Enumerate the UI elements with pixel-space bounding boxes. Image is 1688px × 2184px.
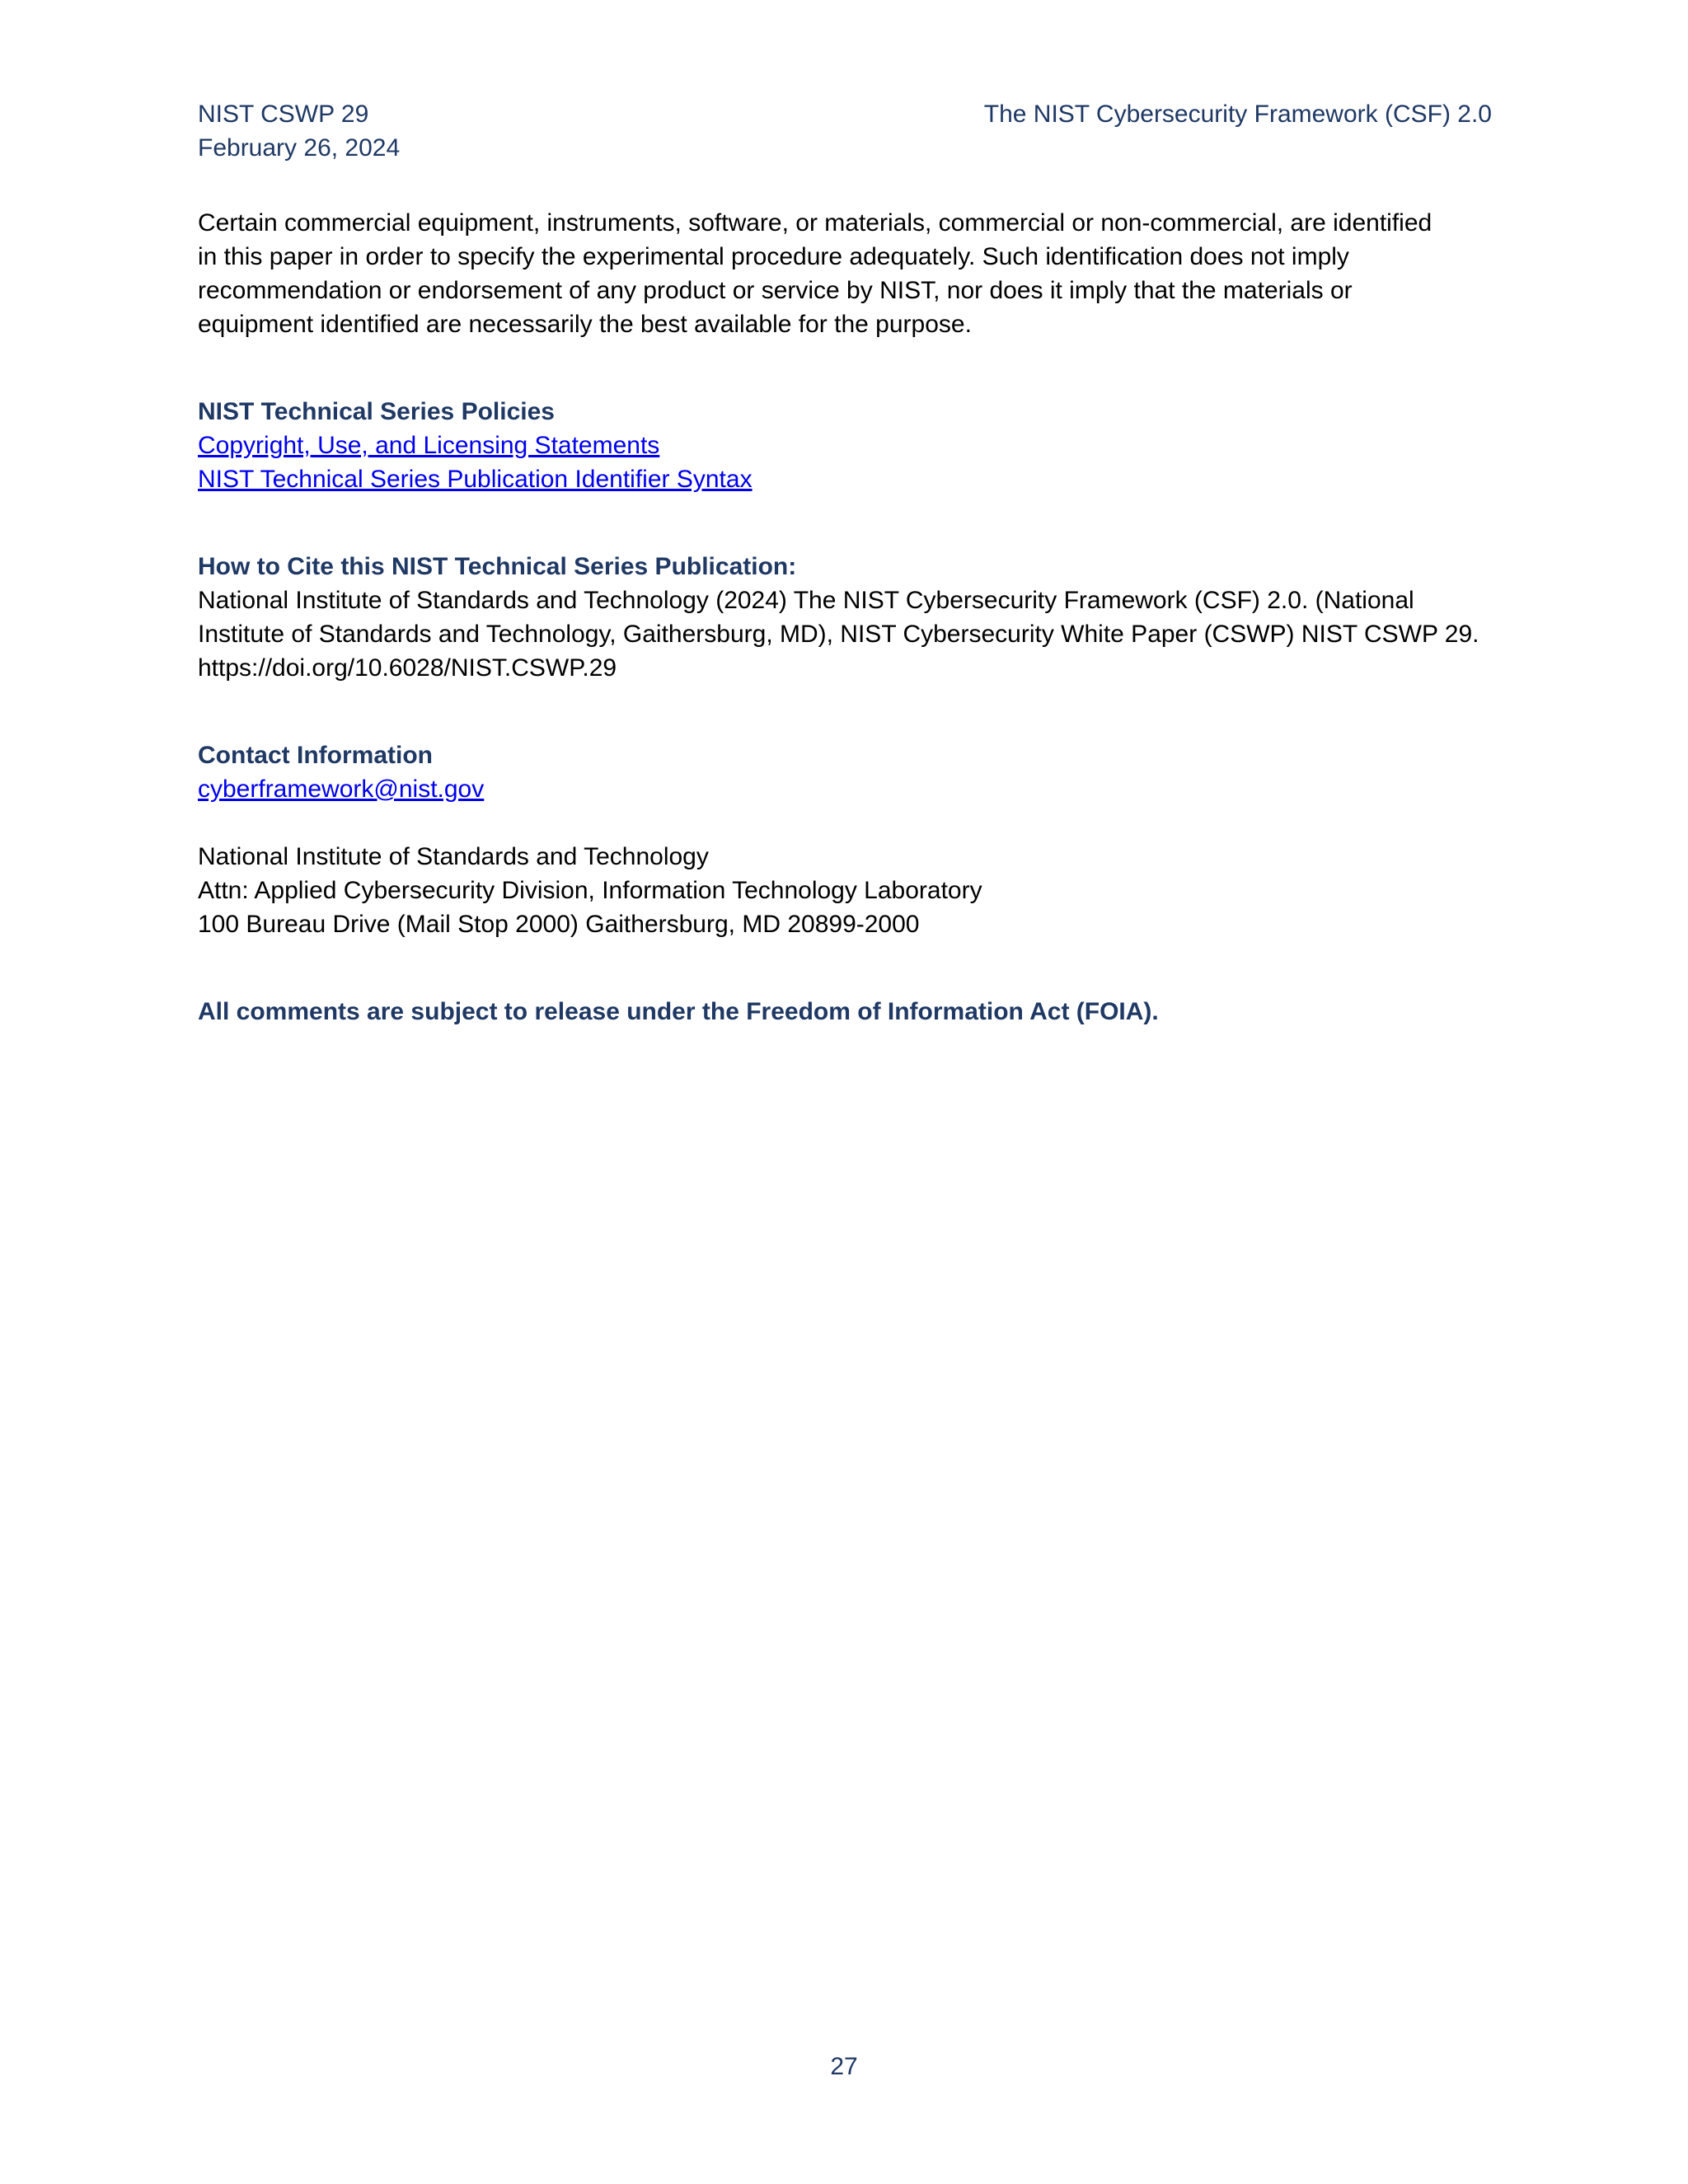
disclaimer-line: equipment identified are necessarily the best available for the purpose. [198, 311, 972, 338]
contact-section [198, 738, 1492, 806]
publication-date: February 26, 2024 [198, 134, 401, 162]
citation-doi: https://doi.org/10.6028/NIST.CSWP.29 [198, 654, 617, 682]
postal-address [198, 840, 1492, 941]
citation-line: Institute of Standards and Technology, Gaithersburg, MD), NIST Cybersecurity White Paper (CSWP) NIST CSWP 29. [198, 621, 1479, 648]
address-line: National Institute of Standards and Technology [198, 843, 709, 870]
policies-section [198, 395, 1492, 496]
contact-email-link[interactable]: cyberframework@nist.gov [198, 776, 485, 803]
citation-line: National Institute of Standards and Technology (2024) The NIST Cybersecurity Framework (CSF) 2.0. (National [198, 587, 1414, 614]
citation-heading: How to Cite this NIST Technical Series Publication: [198, 553, 797, 580]
copyright-link[interactable]: Copyright, Use, and Licensing Statements [198, 432, 660, 459]
page-number: 27 [830, 2053, 858, 2080]
running-header [198, 97, 1492, 171]
header-left [198, 97, 400, 165]
disclaimer-line: recommendation or endorsement of any product or service by NIST, nor does it imply that the materials or [198, 277, 1353, 304]
policies-heading: NIST Technical Series Policies [198, 398, 555, 425]
disclaimer-line: in this paper in order to specify the experimental procedure adequately. Such identification does not imply [198, 243, 1349, 270]
contact-heading: Contact Information [198, 742, 433, 769]
citation-section [198, 550, 1492, 685]
report-id: NIST CSWP 29 [198, 101, 369, 128]
disclaimer-paragraph [198, 206, 1492, 341]
document-title: The NIST Cybersecurity Framework (CSF) 2.0 [983, 101, 1492, 128]
address-line: 100 Bureau Drive (Mail Stop 2000) Gaithersburg, MD 20899-2000 [198, 911, 920, 938]
identifier-syntax-link[interactable]: NIST Technical Series Publication Identifier Syntax [198, 466, 753, 493]
foia-notice: All comments are subject to release under the Freedom of Information Act (FOIA). [198, 998, 1159, 1025]
document-page [198, 97, 1492, 1029]
disclaimer-line: Certain commercial equipment, instruments, software, or materials, commercial or non-commercial, are identified [198, 209, 1432, 237]
address-line: Attn: Applied Cybersecurity Division, Information Technology Laboratory [198, 877, 982, 904]
